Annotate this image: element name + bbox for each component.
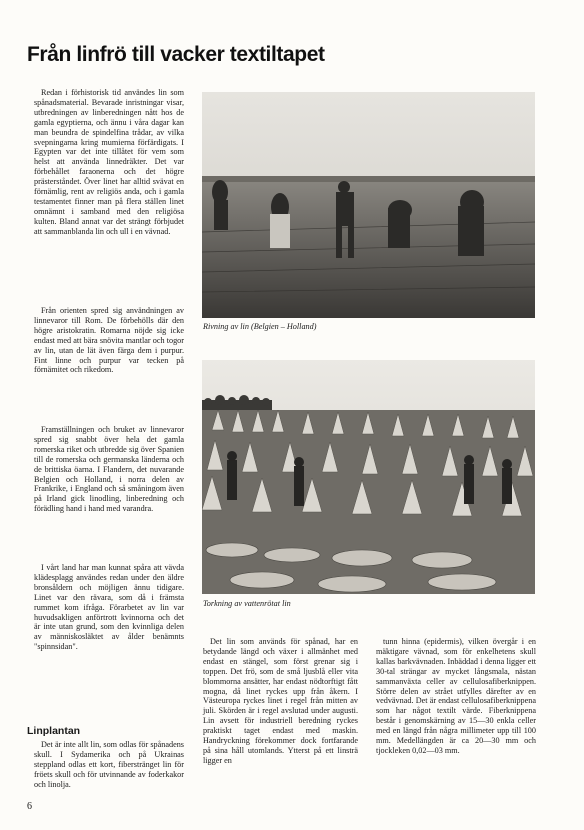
page-number: 6 [27,801,32,812]
photo-flax-pulling [202,92,535,318]
photo-caption-1: Rivning av lin (Belgien – Holland) [203,322,317,331]
flax-structure-paragraph: tunn hinna (epidermis), vilken övergår i en mäktigare vävnad, som för enkelhetens skull kallas barkvävnaden. Inbäddad i denna ligger ett 30-tal strängar av mycket långsmala, nästan sammanväxta celler av cellulosafiberknippen. Större delen av strået utfylles därefter av en vedvävnad. Det är endast cellulosafiberknippena som har något textilt värde. Fiberknippena består i genomskärning av 15—30 enkla celler med en längd från några millimeter upp till 100 mm. Medellängden är ca 20—30 mm och tjockleken 0,02—03 mm. [376,637,536,755]
section-heading-linplantan: Linplantan [27,725,81,737]
linplantan-paragraph: Det är inte allt lin, som odlas för spånadens skull. I Sydamerika och på Ukrainas steppland odlas ett kort, fiberstränget lin för fröets skull och för utvinnande av foderkakor och linolja. [34,740,184,789]
intro-paragraph: Redan i förhistorisk tid användes lin som spånadsmaterial. Bevarade inristningar visar, utbredningen av linberedningen nått hos de gamla egyptierna, och ännu i våra dagar kan man beundra de spindelfina trådar, av vilka svepningarna kring mumierna förfärdigats. I Egypten var det inte tillåtet för vem som helst att använda linnedräkter. Det var förbehållet faraonerna och det högre prästerståndet. Över linet har alltid svävat en förnämlig, rent av religiös anda, och i gamla testamentet finner man på flera ställen linet omnämnt i samband med den religiösa kulten. Bland annat var det strängt förbjudet att sammanblanda lin och ull i en vävnad. [34,88,184,236]
flax-usage-paragraph: Det lin som används för spånad, har en betydande längd och växer i allmänhet med endast en stängel, som först grenar sig i toppen. Det frö, som de små ljusblå eller vita blommorna ansätter, har endast nödtorftigt fått mogna, då linet ryckes upp från åkern. I Västeuropa ryckes linet i regel från mitten av juli. Skörden är i regel avslutad under augusti. Lin avsett för industriell beredning ryckes praktiskt taget endast med maskin. Handryckning förekommer dock fortfarande på sina håll utomlands. Ytterst på ett linsträ ligger en [203,637,358,765]
rome-paragraph: Från orienten spred sig användningen av linnevaror till Rom. De förbehölls där den högre aristokratin. Romarna nöjde sig icke endast med att bära snövita mantlar och togor av lin, utan de lät även färga dem i purpur. Fint linne och purpur var tecken på förnämitet och rikedom. [34,306,184,375]
photo-flax-drying [202,360,535,594]
spread-paragraph: Framställningen och bruket av linnevaror spred sig snabbt över hela det gamla romerska riket och utbredde sig över Spanien till de romerska och germanska länderna och de brittiska öarna. I Flandern, det nuvarande Belgien och Holland, i norra delen av Frankrike, i England och så småningom även på Irland gick linodling, linberedning och förädling hand i hand med varandra. [34,425,184,514]
photo-caption-2: Torkning av vattenrötat lin [203,599,291,608]
page-title: Från linfrö till vacker textiltapet [27,43,325,66]
sweden-paragraph: I vårt land har man kunnat spåra att vävda klädesplagg användes redan under den äldre bronsåldern och möjligen ännu tidigare. Linet var den rävara, som då i främsta rummet kom ifråga. Förarbetet av lin var huvudsakligen anförtrott kvinnorna och det är inte utan grund, som den kvinnliga delen av människosläktet av ålder benämnts "spinnsidan". [34,563,184,652]
